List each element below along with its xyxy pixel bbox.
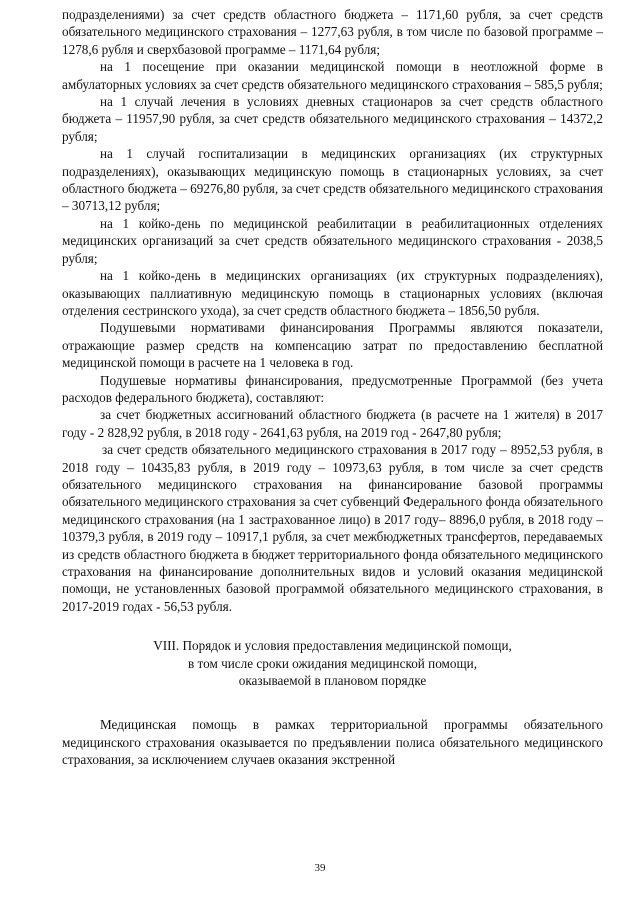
paragraph-palliative: на 1 койко-день в медицинских организациях (их структурных подразделениях), оказывающих паллиативную медицинскую помощь в стационарных условиях (включая отделения сестринского ухода), за счет средств областного бюджета – 1856,50 рубля.: [62, 268, 603, 318]
paragraph-hospitalization: на 1 случай госпитализации в медицинских организациях (их структурных подразделениях), оказывающих медицинскую помощь в стационарных условиях, за счет областного бюджета – 69276,80 рубля, за счет средств обязательного медицинского страхования – 30713,12 рубля;: [62, 146, 603, 214]
page-number: 39: [314, 862, 326, 874]
paragraph-emergency-visit: на 1 посещение при оказании медицинской помощи в неотложной форме в амбулаторных условиях за счет средств обязательного медицинского страхования – 585,5 рубля;: [62, 59, 603, 92]
paragraph-per-capita-definition: Подушевыми нормативами финансирования Программы являются показатели, отражающие размер средств на компенсацию затрат по предоставлению бесплатной медицинской помощи в расчете на 1 человека в год.: [62, 320, 603, 371]
document-page: [62, 6, 603, 769]
paragraph-insurance-funds: за счет средств обязательного медицинского страхования в 2017 году – 8952,53 рубля, в 2018 году – 10435,83 рубля, в 2019 году – 10973,63 рубля, в том числе за счет средств обязательного медицинского страхования на финансирование базовой программы обязательного медицинского страхования за счет субвенций Федерального фонда обязательного медицинского страхования (на 1 застрахованное лицо) в 2017 году– 8896,0 рубля, в 2018 году – 10379,3 рубля, в 2019 году – 10917,1 рубля, за счет межбюджетных трансфертов, передаваемых из средств областного бюджета в бюджет территориального фонда обязательного медицинского страхования на финансирование дополнительных видов и условий оказания медицинской помощи, не установленных базовой программой обязательного медицинского страхования, в 2017-2019 годах - 56,53 рубля.: [62, 442, 603, 614]
paragraph-medical-care-provision: Медицинская помощь в рамках территориальной программы обязательного медицинского страхования оказывается по предъявлении полиса обязательного медицинского страхования, за исключением случаев оказания экстренной: [62, 717, 603, 768]
paragraph-regional-budget: за счет бюджетных ассигнований областного бюджета (в расчете на 1 жителя) в 2017 году - 2 828,92 рубля, в 2018 году - 2641,63 рубля, на 2019 год - 2647,80 рубля;: [62, 407, 603, 440]
section-heading-line-3: оказываемой в плановом порядке: [238, 673, 427, 689]
paragraph-rehabilitation: на 1 койко-день по медицинской реабилитации в реабилитационных отделениях медицинских организаций за счет средств обязательного медицинского страхования - 2038,5 рубля;: [62, 215, 603, 266]
paragraph-day-hospital: на 1 случай лечения в условиях дневных стационаров за счет средств областного бюджета – 11957,90 рубля, за счет средств обязательного медицинского страхования – 14372,2 рубля;: [62, 94, 603, 144]
section-heading-line-1: VIII. Порядок и условия предоставления медицинской помощи,: [153, 638, 512, 654]
paragraph-continuation: подразделениями) за счет средств областного бюджета – 1171,60 рубля, за счет средств обязательного медицинского страхования – 1277,63 рубля, в том числе по базовой программе – 1278,6 рубля и сверхбазовой программе – 1171,64 рубля;: [62, 7, 603, 57]
paragraph-per-capita-intro: Подушевые нормативы финансирования, предусмотренные Программой (без учета расходов федерального бюджета), составляют:: [62, 372, 603, 405]
section-heading: [62, 637, 603, 689]
section-heading-line-2: в том числе сроки ожидания медицинской помощи,: [188, 655, 477, 671]
